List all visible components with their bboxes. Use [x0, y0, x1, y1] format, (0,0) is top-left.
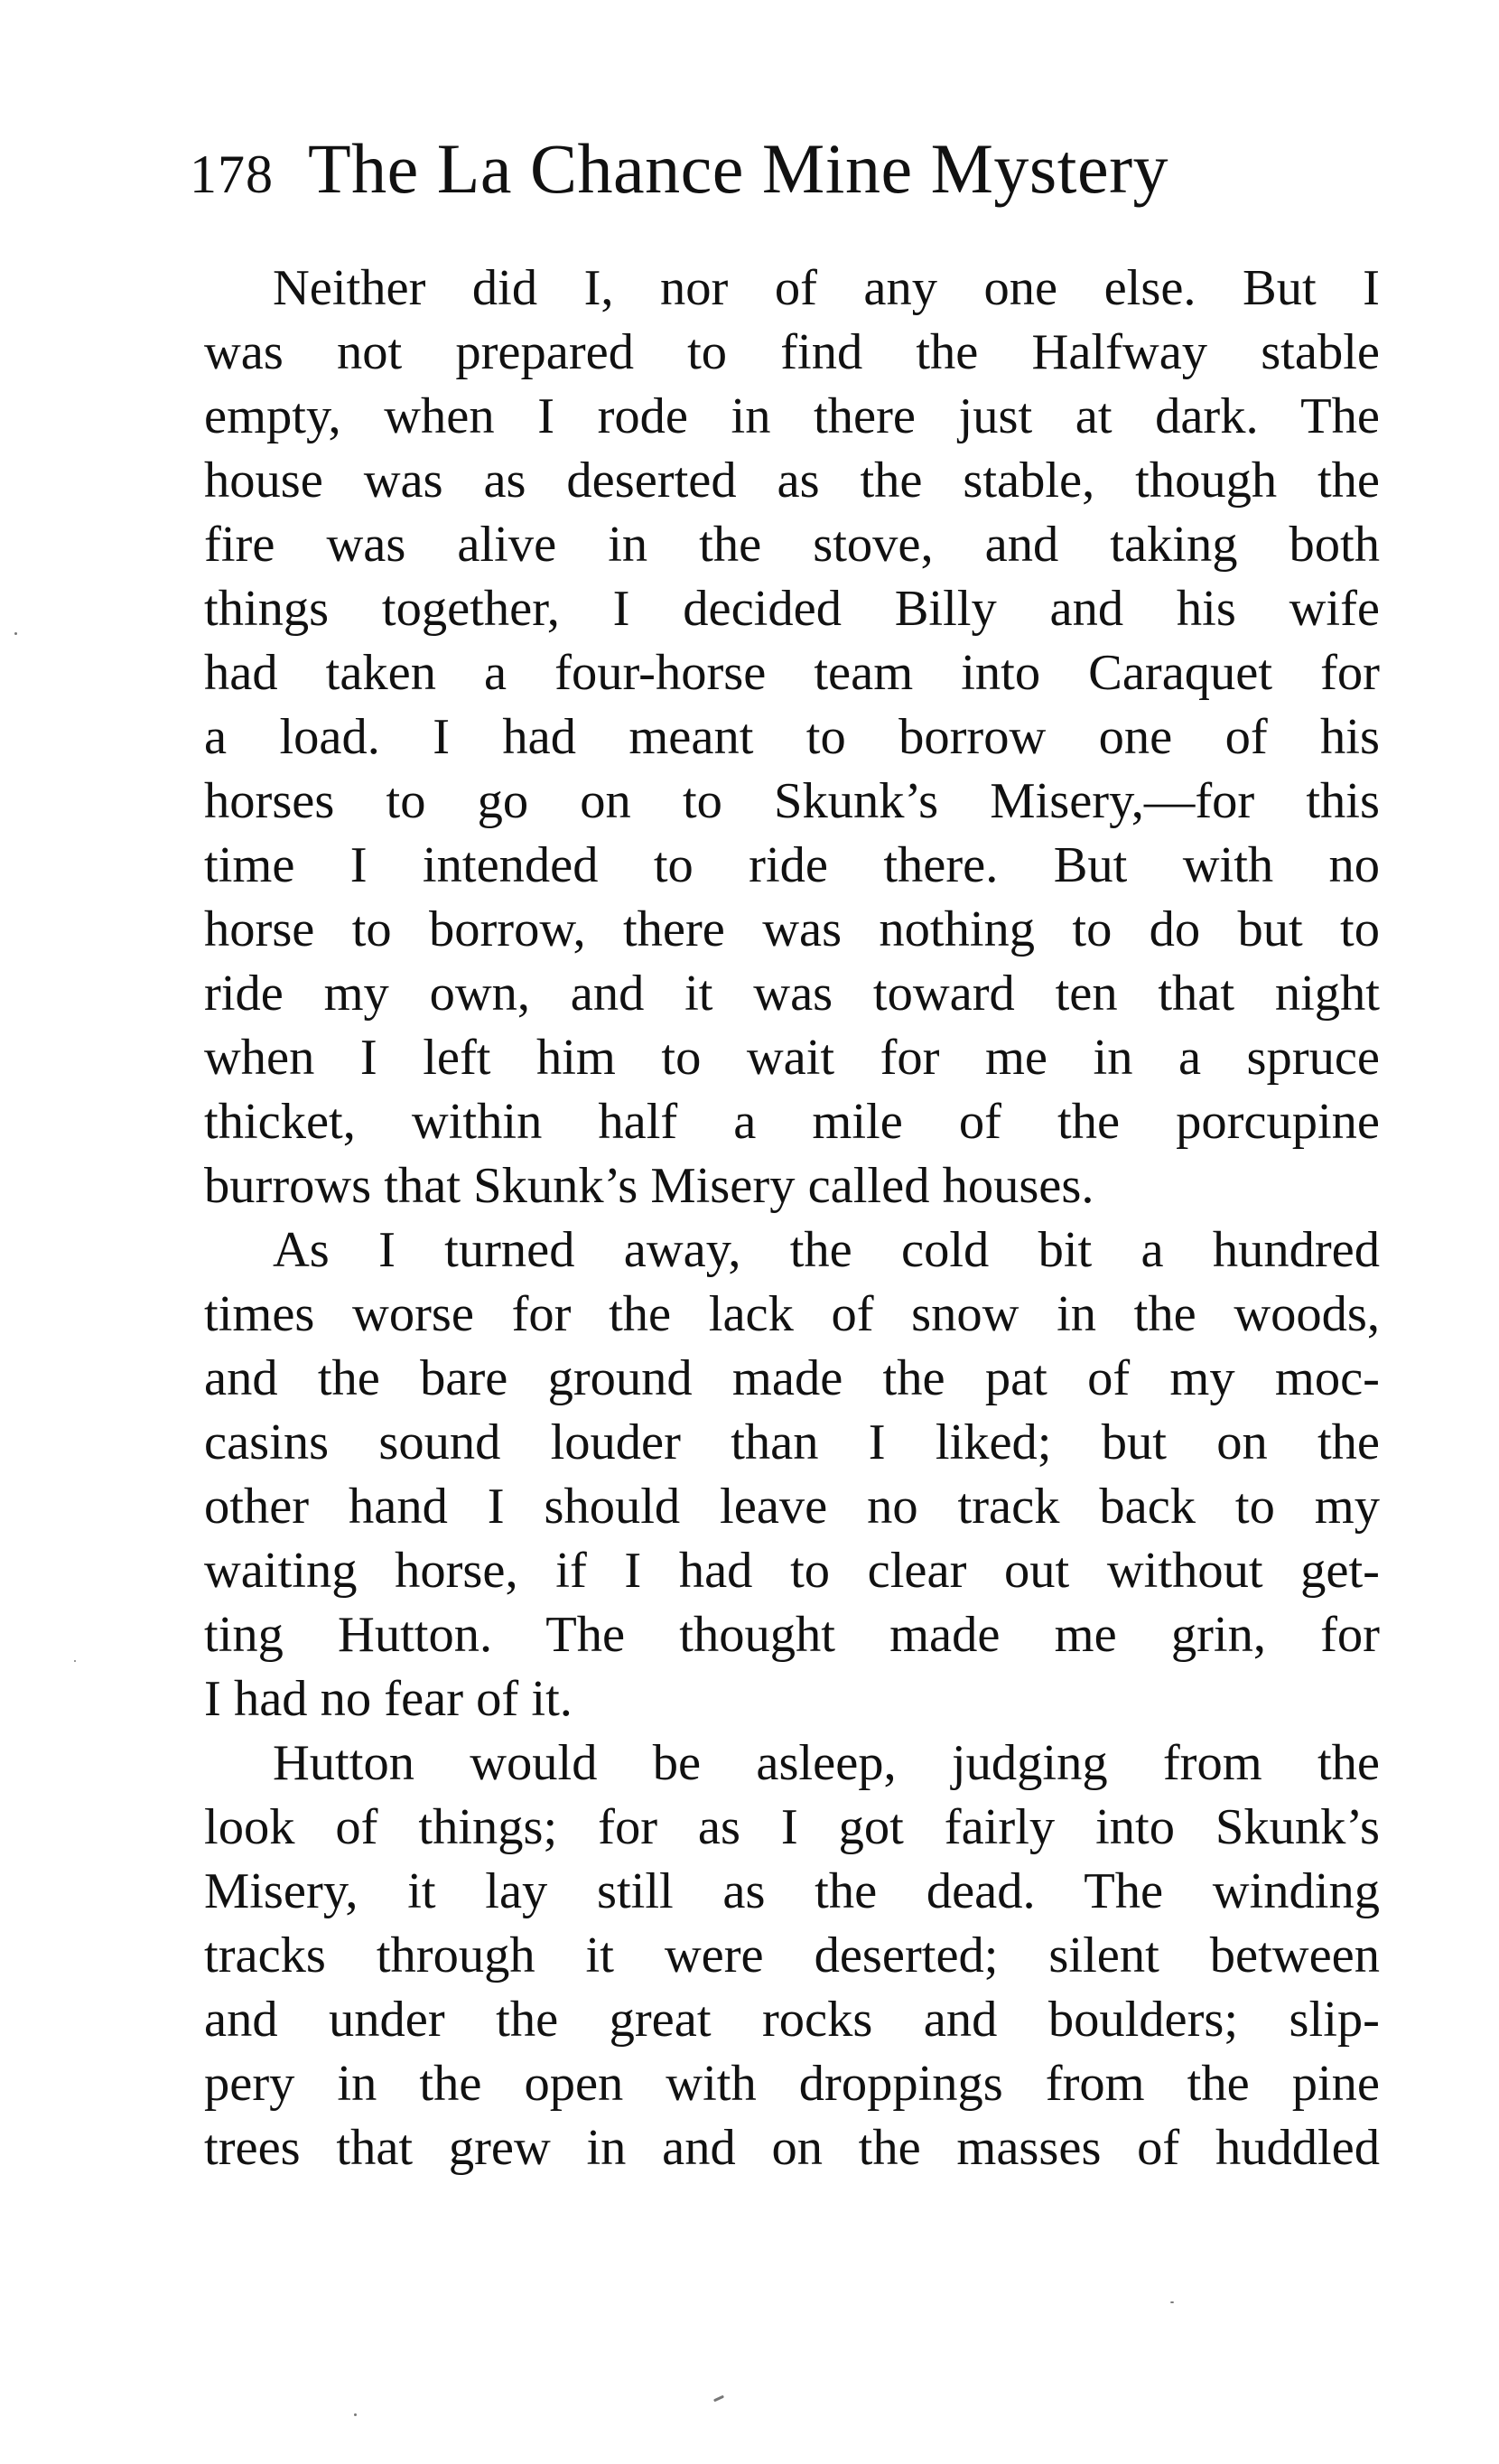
text-line: a load. I had meant to borrow one of his: [204, 709, 1380, 765]
text-line: Misery, it lay still as the dead. The winding: [204, 1863, 1380, 1919]
scan-speck: [713, 2395, 724, 2403]
text-line: burrows that Skunk’s Misery called houses.: [204, 1158, 1094, 1214]
running-title: The La Chance Mine Mystery: [308, 129, 1169, 208]
text-line: thicket, within half a mile of the porcupine: [204, 1094, 1380, 1150]
text-line: Neither did I, nor of any one else. But I: [273, 260, 1380, 316]
text-line: ting Hutton. The thought made me grin, for: [204, 1607, 1380, 1663]
text-line: horse to borrow, there was nothing to do but to: [204, 901, 1380, 957]
scan-speck: [14, 632, 17, 635]
text-line: and under the great rocks and boulders; slip-: [204, 1992, 1380, 2048]
text-line: when I left him to wait for me in a spruce: [204, 1030, 1380, 1086]
text-line: tracks through it were deserted; silent between: [204, 1927, 1380, 1983]
text-line: and the bare ground made the pat of my moc-: [204, 1350, 1380, 1406]
text-line: waiting horse, if I had to clear out without get-: [204, 1543, 1380, 1599]
text-line: look of things; for as I got fairly into Skunk’s: [204, 1799, 1380, 1855]
scan-speck: [1170, 2301, 1174, 2303]
text-line: pery in the open with droppings from the pine: [204, 2056, 1380, 2112]
page-number: 178: [190, 145, 274, 204]
text-line: was not prepared to find the Halfway stable: [204, 324, 1380, 380]
text-line: ride my own, and it was toward ten that night: [204, 966, 1380, 1022]
paragraph-3: [204, 1731, 1380, 2180]
text-line: house was as deserted as the stable, though the: [204, 453, 1380, 509]
paragraph-1: [204, 257, 1380, 1218]
paragraph-2: [204, 1218, 1380, 1731]
text-line: As I turned away, the cold bit a hundred: [273, 1222, 1380, 1278]
text-line: trees that grew in and on the masses of huddled: [204, 2120, 1380, 2176]
text-line: horses to go on to Skunk’s Misery,—for this: [204, 773, 1380, 829]
running-head: [190, 128, 1168, 219]
text-line: empty, when I rode in there just at dark. The: [204, 388, 1380, 444]
scan-speck: [354, 2413, 357, 2416]
text-line: had taken a four-horse team into Caraquet for: [204, 645, 1380, 701]
scan-speck: [74, 1660, 76, 1662]
text-line: I had no fear of it.: [204, 1671, 573, 1727]
text-line: things together, I decided Billy and his wife: [204, 581, 1380, 637]
text-line: Hutton would be asleep, judging from the: [273, 1735, 1380, 1791]
body-text: [204, 257, 1380, 2180]
text-line: times worse for the lack of snow in the woods,: [204, 1286, 1380, 1342]
text-line: other hand I should leave no track back to my: [204, 1479, 1380, 1535]
text-line: casins sound louder than I liked; but on the: [204, 1414, 1380, 1470]
text-line: fire was alive in the stove, and taking both: [204, 517, 1380, 573]
text-line: time I intended to ride there. But with no: [204, 837, 1380, 893]
